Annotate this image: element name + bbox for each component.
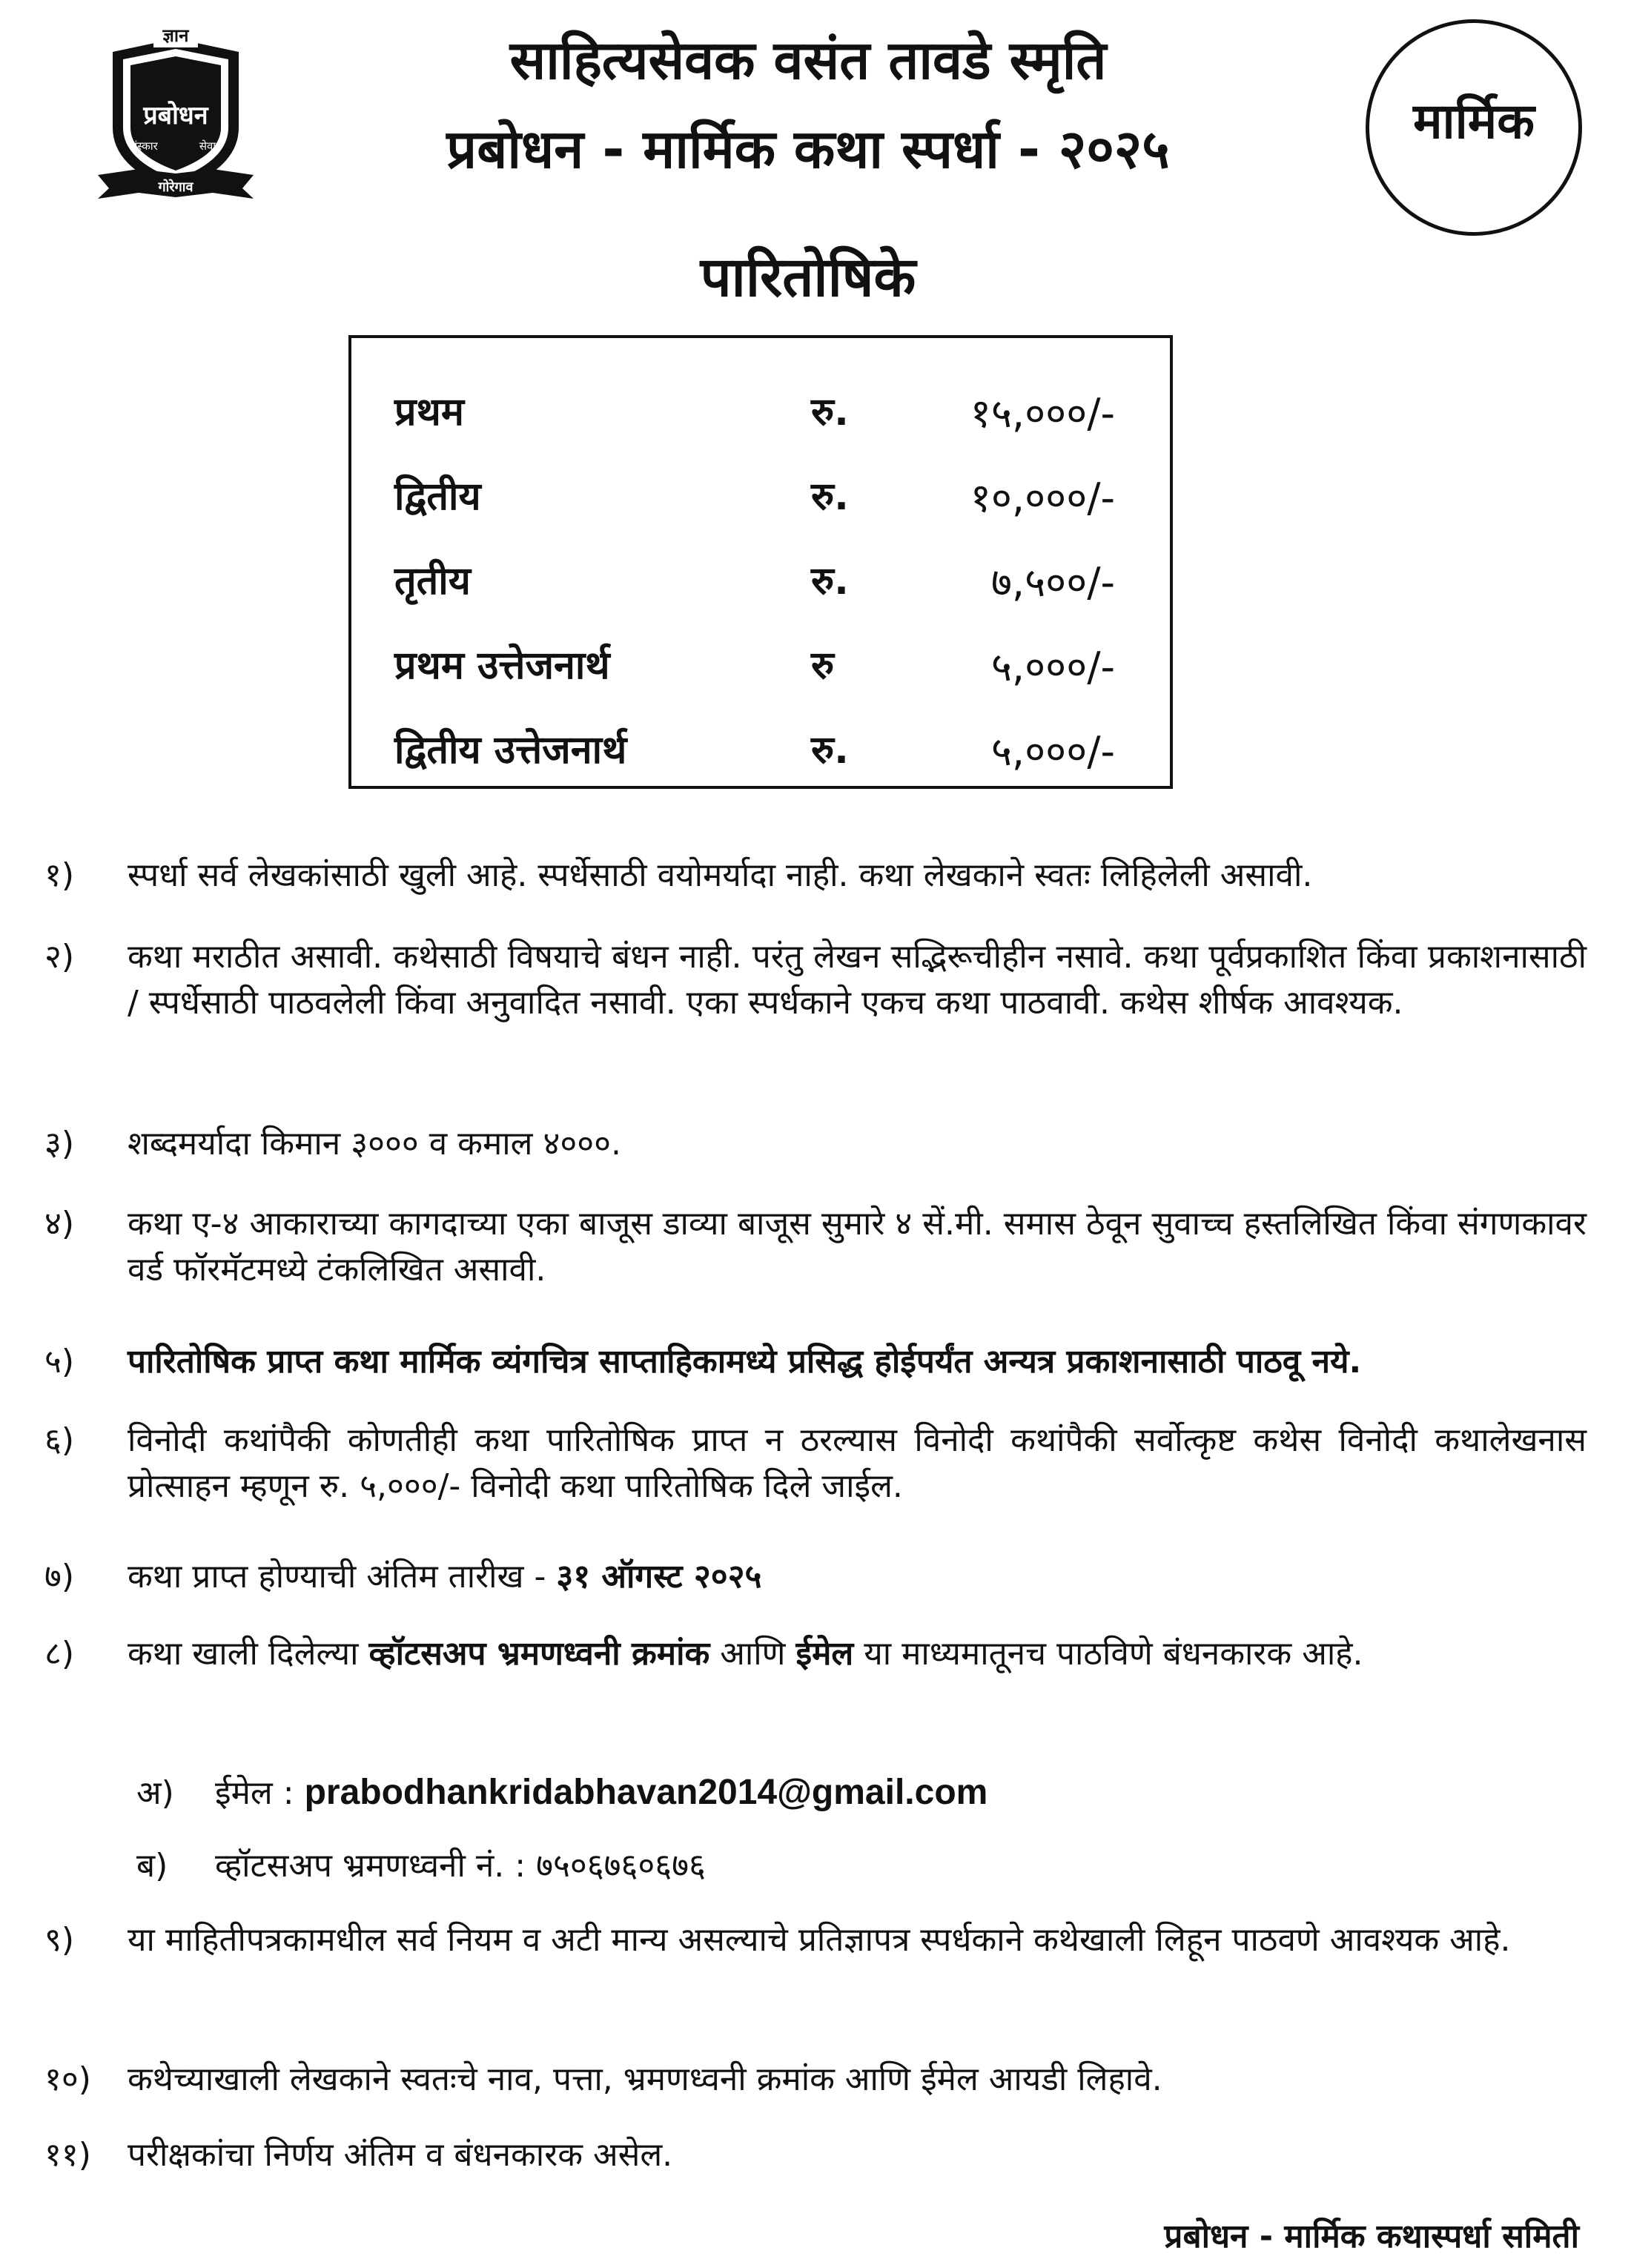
- rule-text: [128, 1631, 1587, 1677]
- prize-row: [351, 553, 1170, 635]
- whatsapp-emphasis: व्हॉटसअप भ्रमणध्वनी क्रमांक: [368, 1635, 710, 1673]
- email-address[interactable]: prabodhankridabhavan2014@gmail.com: [304, 1773, 988, 1812]
- rule-5: [44, 1339, 1587, 1385]
- rule-text-plain: या माध्यमातूनच पाठविणे बंधनकारक आहे.: [853, 1635, 1363, 1673]
- rule-6: [44, 1418, 1587, 1510]
- deadline-date: ३१ ऑगस्ट २०२५: [556, 1558, 762, 1596]
- email-label: अ): [136, 1774, 174, 1812]
- prize-amount: ७,५००/-: [990, 559, 1115, 606]
- rule-text: कथेच्याखाली लेखकाने स्वतःचे नाव, पत्ता, भ्रमणध्वनी क्रमांक आणि ईमेल आयडी लिहावे.: [128, 2060, 1162, 2098]
- rule-text-plain: कथा खाली दिलेल्या: [128, 1635, 369, 1673]
- rule-text-plain: कथा प्राप्त होण्याची अंतिम तारीख -: [128, 1558, 557, 1596]
- rule-4: [44, 1201, 1587, 1293]
- prize-amount: ५,०००/-: [990, 728, 1115, 775]
- whatsapp-prefix: व्हॉटसअप भ्रमणध्वनी नं. :: [215, 1847, 526, 1885]
- prize-name: प्रथम: [394, 390, 464, 434]
- prize-currency: रु.: [811, 728, 849, 773]
- rule-text: या माहितीपत्रकामधील सर्व नियम व अटी मान्य असल्याचे प्रतिज्ञापत्र स्पर्धकाने कथेखाली लिहून पाठवणे आवश्यक आहे.: [128, 1921, 1511, 1959]
- prize-row: [351, 469, 1170, 550]
- marmik-badge-text: मार्मिक: [1413, 93, 1535, 150]
- logo-main-text: प्रबोधन: [143, 101, 208, 130]
- prize-name: तृतीय: [394, 559, 471, 604]
- rule-text: [128, 1554, 1587, 1600]
- logo-left-text: संस्कार: [130, 139, 158, 153]
- marmik-badge: [1366, 19, 1582, 236]
- logo-right-text: सेवा: [199, 139, 216, 153]
- rule-3: [44, 1121, 1587, 1167]
- rule-number: १०): [44, 2060, 91, 2098]
- rule-10: [44, 2057, 1587, 2103]
- prize-name: प्रथम उत्तेजनार्थ: [394, 644, 610, 688]
- prize-table: [348, 335, 1173, 789]
- prize-amount: ५,०००/-: [990, 644, 1115, 690]
- rule-text: स्पर्धा सर्व लेखकांसाठी खुली आहे. स्पर्धेसाठी वयोमर्यादा नाही. कथा लेखकाने स्वतः लिहिलेली असावी.: [128, 856, 1313, 894]
- rule-number: ३): [44, 1125, 75, 1163]
- rule-text: कथा ए-४ आकाराच्या कागदाच्या एका बाजूस डाव्या बाजूस सुमारे ४ सें.मी. समास ठेवून सुवाच्च हस्तलिखित किंवा संगणकावर वर्ड फॉरमॅटमध्ये टंकलिखित असावी.: [128, 1205, 1587, 1289]
- email-prefix: ईमेल :: [215, 1774, 294, 1812]
- rule-text: परीक्षकांचा निर्णय अंतिम व बंधनकारक असेल.: [128, 2136, 673, 2174]
- rule-11: [44, 2132, 1587, 2178]
- rule-number: १): [44, 856, 75, 894]
- rule-number: ९): [44, 1921, 75, 1959]
- prize-currency: रु: [811, 644, 835, 688]
- email-emphasis: ईमेल: [795, 1635, 854, 1673]
- rule-text: शब्दमर्यादा किमान ३००० व कमाल ४०००.: [128, 1125, 621, 1163]
- rule-text: कथा मराठीत असावी. कथेसाठी विषयाचे बंधन नाही. परंतु लेखन सद्भिरूचीहीन नसावे. कथा पूर्वप्रकाशित किंवा प्रकाशनासाठी / स्पर्धेसाठी पाठवलेली किंवा अनुवादित नसावी. एका स्पर्धकाने एकच कथा पाठवावी. कथेस शीर्षक आवश्यक.: [128, 938, 1587, 1022]
- prize-currency: रु.: [811, 475, 849, 519]
- rule-number: ८): [44, 1635, 75, 1673]
- whatsapp-number[interactable]: ७५०६७६०६७६: [536, 1847, 706, 1885]
- rule-number: ४): [44, 1205, 75, 1243]
- email-contact: [136, 1769, 987, 1814]
- rule-9: [44, 1917, 1587, 1963]
- prizes-heading: पारितोषिके: [700, 245, 916, 309]
- whatsapp-label: ब): [136, 1847, 168, 1885]
- prize-name: द्वितीय उत्तेजनार्थ: [394, 728, 627, 773]
- logo-ribbon-text: गोरेगाव: [158, 179, 193, 195]
- rule-1: [44, 853, 1587, 899]
- rule-text: विनोदी कथांपैकी कोणतीही कथा पारितोषिक प्राप्त न ठरल्यास विनोदी कथांपैकी सर्वोत्कृष्ट कथेस विनोदी कथालेखनास प्रोत्साहन म्हणून रु. ५,०००/- विनोदी कथा पारितोषिक दिले जाईल.: [128, 1421, 1587, 1505]
- prize-currency: रु.: [811, 390, 849, 434]
- rule-number: ७): [44, 1558, 75, 1596]
- memorial-title: साहित्यसेवक वसंत तावडे स्मृति: [509, 29, 1107, 91]
- prize-row: [351, 384, 1170, 466]
- rule-number: ५): [44, 1343, 75, 1381]
- competition-title: प्रबोधन - मार्मिक कथा स्पर्धा - २०२५: [446, 118, 1170, 180]
- rule-number: ६): [44, 1421, 75, 1459]
- rule-8: [44, 1631, 1587, 1677]
- rule-7: [44, 1554, 1587, 1600]
- prize-amount: १५,०००/-: [970, 390, 1115, 437]
- prize-amount: १०,०००/-: [970, 475, 1115, 521]
- prize-row: [351, 638, 1170, 719]
- rule-text: पारितोषिक प्राप्त कथा मार्मिक व्यंगचित्र साप्ताहिकामध्ये प्रसिद्ध होईपर्यंत अन्यत्र प्रकाशनासाठी पाठवू नये.: [128, 1343, 1362, 1381]
- prize-name: द्वितीय: [394, 475, 481, 519]
- rule-2: [44, 934, 1587, 1026]
- prize-currency: रु.: [811, 559, 849, 604]
- logo-top-text: ज्ञान: [162, 25, 189, 46]
- whatsapp-contact: [136, 1842, 706, 1886]
- rule-text-plain: आणि: [709, 1635, 796, 1673]
- committee-signature: प्रबोधन - मार्मिक कथास्पर्धा समिती: [1164, 2218, 1579, 2255]
- rule-number: ११): [44, 2136, 91, 2174]
- prize-row: [351, 722, 1170, 804]
- prabodhan-logo: [83, 16, 268, 202]
- rule-number: २): [44, 938, 75, 976]
